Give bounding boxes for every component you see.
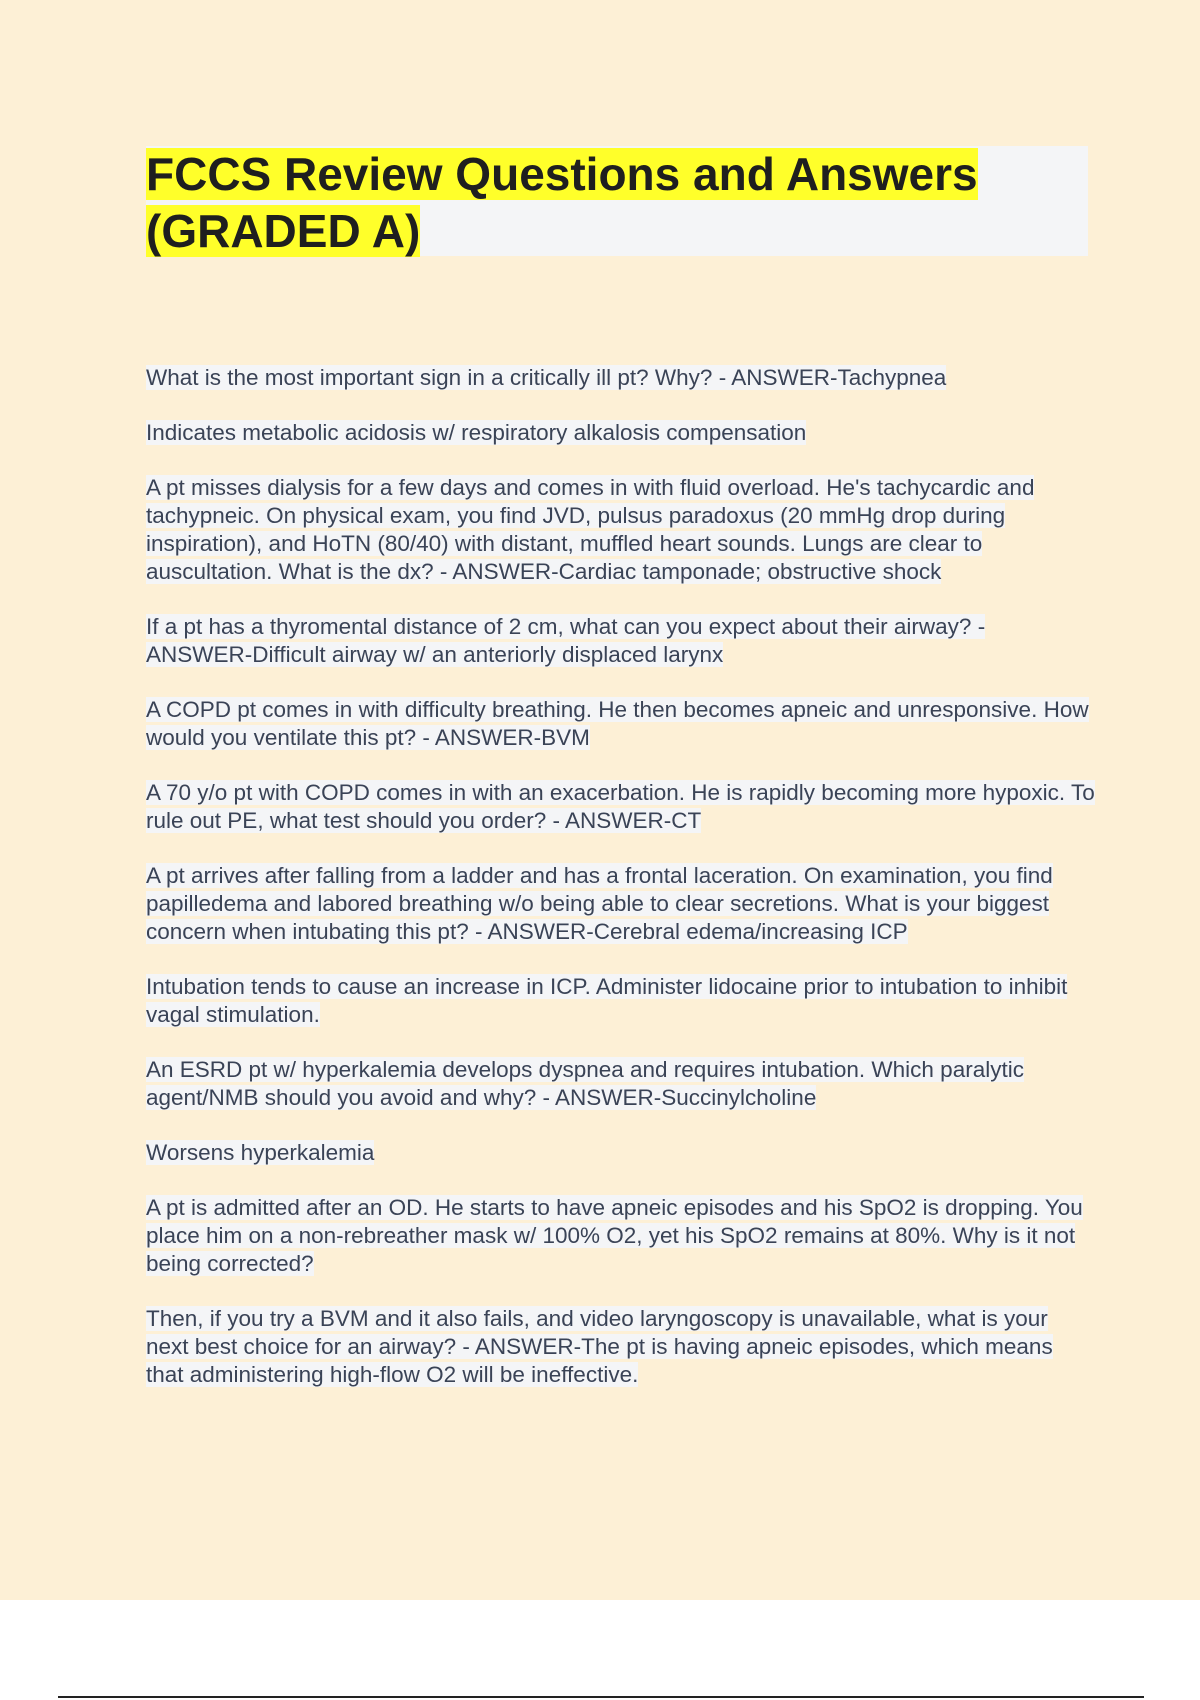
- paragraph-text: A pt misses dialysis for a few days and comes in with fluid overload. He's tachycardic and tachypneic. On physical exam, you find JVD, pulsus paradoxus (20 mmHg drop during inspiration), and HoTN (80/40) with distant, muffled heart sounds. Lungs are clear to auscultation. What is the dx? - ANSWER-Cardiac tamponade; obstructive shock: [146, 475, 1035, 584]
- paragraph-text: A pt is admitted after an OD. He starts to have apneic episodes and his SpO2 is dropping. You place him on a non-rebreather mask w/ 100% O2, yet his SpO2 remains at 80%. Why is it not being corrected?: [146, 1195, 1083, 1276]
- paragraph-text: A COPD pt comes in with difficulty breathing. He then becomes apneic and unresponsive. How would you ventilate this pt? - ANSWER-BVM: [146, 697, 1089, 750]
- paragraph-text: A 70 y/o pt with COPD comes in with an exacerbation. He is rapidly becoming more hypoxic. To rule out PE, what test should you order? - ANSWER-CT: [146, 780, 1095, 833]
- paragraph: [146, 696, 1096, 752]
- footer-divider: [58, 1696, 1144, 1698]
- title-line-1: FCCS Review Questions and Answers: [146, 148, 978, 200]
- paragraph-text: A pt arrives after falling from a ladder and has a frontal laceration. On examination, you find papilledema and labored breathing w/o being able to clear secretions. What is your biggest concern when intubating this pt? - ANSWER-Cerebral edema/increasing ICP: [146, 863, 1053, 944]
- title-block: [146, 146, 1088, 256]
- paragraph: [146, 1194, 1096, 1278]
- title-line-2: (GRADED A): [146, 205, 421, 257]
- paragraph: [146, 862, 1096, 946]
- page-title: [146, 146, 1088, 260]
- paragraph-text: Then, if you try a BVM and it also fails, and video laryngoscopy is unavailable, what is your next best choice for an airway? - ANSWER-The pt is having apneic episodes, which means that administering high-flow O2 will be ineffective.: [146, 1306, 1053, 1387]
- paragraph: [146, 1056, 1096, 1112]
- paragraph-text: What is the most important sign in a critically ill pt? Why? - ANSWER-Tachypnea: [146, 365, 947, 390]
- paragraph: [146, 779, 1096, 835]
- paragraph: [146, 1139, 1096, 1167]
- paragraph: [146, 613, 1096, 669]
- qa-content: [146, 364, 1096, 1416]
- paragraph-text: Worsens hyperkalemia: [146, 1140, 375, 1165]
- paragraph: [146, 419, 1096, 447]
- paragraph-text: Indicates metabolic acidosis w/ respiratory alkalosis compensation: [146, 420, 807, 445]
- paragraph: [146, 973, 1096, 1029]
- paragraph-text: If a pt has a thyromental distance of 2 cm, what can you expect about their airway? - ANSWER-Difficult airway w/ an anteriorly displaced larynx: [146, 614, 986, 667]
- paragraph-text: Intubation tends to cause an increase in ICP. Administer lidocaine prior to intubation to inhibit vagal stimulation.: [146, 974, 1068, 1027]
- paragraph: [146, 364, 1096, 392]
- paragraph: [146, 1305, 1096, 1389]
- paragraph-text: An ESRD pt w/ hyperkalemia develops dyspnea and requires intubation. Which paralytic agent/NMB should you avoid and why? - ANSWER-Succinylcholine: [146, 1057, 1024, 1110]
- paragraph: [146, 474, 1096, 586]
